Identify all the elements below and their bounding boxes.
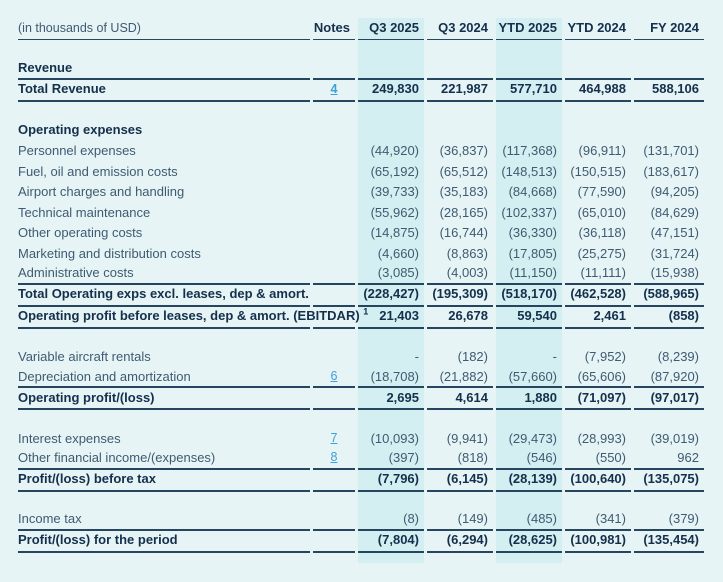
spacer-cell (18, 102, 310, 121)
row-label (18, 141, 310, 162)
spacer-cell (496, 102, 562, 121)
spacer-cell (358, 553, 424, 563)
cell-fy-2024: (31,724) (650, 245, 699, 261)
row-label-text: Administrative costs (18, 265, 134, 281)
spacer-row (18, 40, 704, 59)
cell-q3-2024: (6,294) (427, 531, 493, 553)
row-label-text: Other financial income/(expenses) (18, 450, 216, 466)
cell-ytd-2025: (102,337) (501, 204, 557, 220)
row-label (18, 470, 310, 492)
row-label (18, 368, 310, 389)
spacer-cell (634, 553, 704, 563)
cell-q3-2024: (35,183) (439, 184, 488, 200)
note-cell (313, 449, 355, 470)
cell-q3-2025: (18,708) (358, 368, 424, 389)
cell-ytd-2024: (550) (565, 449, 631, 470)
cell-q3-2025: (55,962) (370, 204, 419, 220)
cell-fy-2024: (97,017) (634, 388, 704, 410)
spacer-cell (565, 329, 631, 348)
row-label-text: Total Operating exps excl. leases, dep & amort. (18, 286, 309, 302)
table-row (18, 80, 704, 102)
cell-q3-2025: (39,733) (370, 184, 419, 200)
cell-ytd-2024: (71,097) (565, 388, 631, 410)
spacer-cell (634, 492, 704, 511)
note-cell (313, 80, 355, 102)
table-row (18, 307, 704, 329)
row-label (18, 80, 310, 102)
cell-ytd-2024: (96,911) (578, 143, 626, 159)
spacer-row (18, 410, 704, 429)
note-cell (313, 347, 355, 368)
cell-ytd-2024: (65,606) (565, 368, 631, 389)
cell-ytd-2025 (496, 120, 562, 141)
row-label (18, 388, 310, 410)
note-cell (313, 141, 355, 162)
cell-fy-2024: (131,701) (643, 143, 699, 159)
cell-ytd-2024: (150,515) (570, 163, 626, 179)
cell-q3-2024: (149) (427, 510, 493, 531)
cell-ytd-2025: 577,710 (496, 80, 562, 102)
cell-ytd-2025: (36,330) (508, 225, 557, 241)
row-label (18, 244, 310, 265)
cell-fy-2024: (8,239) (657, 349, 699, 365)
spacer-cell (496, 410, 562, 429)
table-row (18, 182, 704, 203)
cell-q3-2025: 2,695 (358, 388, 424, 410)
cell-ytd-2024: 464,988 (565, 80, 631, 102)
cell-fy-2024: (183,617) (643, 163, 699, 179)
unit-label: (in thousands of USD) (18, 18, 310, 40)
note-cell (313, 120, 355, 141)
table-row (18, 510, 704, 531)
cell-q3-2024 (427, 120, 493, 141)
table-row (18, 368, 704, 389)
row-label-text: Revenue (18, 59, 73, 75)
row-label-text: Profit/(loss) before tax (18, 471, 156, 487)
spacer-cell (634, 410, 704, 429)
row-label-text: Operating profit before leases, dep & amort. (EBITDAR) (18, 308, 360, 324)
cell-fy-2024: (87,920) (634, 368, 704, 389)
column-header-fy-2024: FY 2024 (634, 18, 704, 40)
cell-ytd-2025: (485) (496, 510, 562, 531)
cell-fy-2024: (135,075) (634, 470, 704, 492)
cell-ytd-2024: (341) (565, 510, 631, 531)
cell-ytd-2024: (28,993) (577, 430, 626, 446)
spacer-cell (565, 40, 631, 59)
cell-ytd-2025: (518,170) (496, 285, 562, 307)
cell-ytd-2024: (65,010) (577, 204, 626, 220)
spacer-cell (358, 410, 424, 429)
spacer-cell (565, 102, 631, 121)
table-row (18, 203, 704, 224)
note-cell (313, 285, 355, 307)
table-row (18, 429, 704, 450)
spacer-cell (358, 329, 424, 348)
cell-ytd-2024: (462,528) (565, 285, 631, 307)
cell-ytd-2025: (29,473) (508, 430, 557, 446)
spacer-cell (634, 40, 704, 59)
cell-q3-2024: (182) (457, 349, 488, 365)
note-link[interactable]: 7 (330, 430, 338, 445)
note-cell (313, 510, 355, 531)
spacer-cell (313, 410, 355, 429)
table-row (18, 347, 704, 368)
cell-ytd-2025: (57,660) (496, 368, 562, 389)
row-label-text: Airport charges and handling (18, 184, 185, 200)
cell-q3-2025: (65,192) (370, 163, 419, 179)
row-label-text: Technical maintenance (18, 204, 151, 220)
row-label-text: Operating profit/(loss) (18, 389, 155, 405)
cell-q3-2025: 249,830 (358, 80, 424, 102)
cell-ytd-2024 (565, 120, 631, 141)
cell-q3-2024: (4,003) (427, 264, 493, 285)
note-link[interactable]: 4 (330, 81, 338, 96)
row-label-text: Total Revenue (18, 81, 106, 97)
cell-ytd-2024: (77,590) (577, 184, 626, 200)
spacer-cell (18, 40, 310, 59)
column-header-ytd-2024: YTD 2024 (565, 18, 631, 40)
cell-ytd-2024: (36,118) (578, 225, 626, 241)
cell-ytd-2024: (7,952) (584, 349, 626, 365)
cell-ytd-2024: 2,461 (565, 307, 631, 329)
spacer-cell (427, 329, 493, 348)
cell-q3-2024: 4,614 (427, 388, 493, 410)
spacer-cell (565, 410, 631, 429)
table-row (18, 449, 704, 470)
row-label (18, 162, 310, 183)
row-label-text: Income tax (18, 511, 82, 527)
row-label (18, 203, 310, 224)
spacer-cell (496, 40, 562, 59)
spacer-cell (18, 553, 310, 563)
note-cell (313, 368, 355, 389)
spacer-cell (496, 329, 562, 348)
column-header-notes: Notes (313, 18, 355, 40)
spacer-cell (634, 329, 704, 348)
cell-ytd-2025 (496, 59, 562, 80)
table-row (18, 141, 704, 162)
cell-ytd-2024: (100,640) (565, 470, 631, 492)
cell-ytd-2025: 1,880 (496, 388, 562, 410)
row-label-text: Variable aircraft rentals (18, 349, 151, 365)
row-label-text: Operating expenses (18, 122, 143, 138)
row-label (18, 347, 310, 368)
cell-fy-2024: (15,938) (634, 264, 704, 285)
table-row (18, 244, 704, 265)
cell-q3-2025: (14,875) (370, 225, 419, 241)
note-cell (313, 531, 355, 553)
cell-ytd-2025: 59,540 (496, 307, 562, 329)
cell-q3-2025: (397) (358, 449, 424, 470)
row-label (18, 510, 310, 531)
cell-fy-2024: 962 (634, 449, 704, 470)
spacer-cell (427, 492, 493, 511)
cell-ytd-2025: (17,805) (508, 245, 557, 261)
spacer-cell (313, 492, 355, 511)
cell-fy-2024: (858) (634, 307, 704, 329)
spacer-cell (496, 553, 562, 563)
spacer-row (18, 102, 704, 121)
note-link[interactable]: 8 (330, 450, 338, 465)
table-row (18, 120, 704, 141)
row-label-text: Marketing and distribution costs (18, 245, 201, 261)
note-cell (313, 203, 355, 224)
table-row (18, 162, 704, 183)
cell-q3-2024: (65,512) (439, 163, 488, 179)
cell-ytd-2024: (25,275) (577, 245, 626, 261)
cell-fy-2024: (379) (634, 510, 704, 531)
row-label (18, 285, 310, 307)
table-row (18, 59, 704, 80)
spacer-cell (634, 102, 704, 121)
cell-q3-2025: (4,660) (377, 245, 419, 261)
spacer-cell (18, 410, 310, 429)
spacer-cell (18, 329, 310, 348)
row-label (18, 264, 310, 285)
cell-ytd-2025: (84,668) (508, 184, 557, 200)
cell-q3-2024: 26,678 (427, 307, 493, 329)
cell-q3-2024: (818) (427, 449, 493, 470)
cell-ytd-2024: (100,981) (565, 531, 631, 553)
row-label-text: Depreciation and amortization (18, 368, 191, 384)
cell-ytd-2025: - (552, 349, 557, 365)
spacer-cell (358, 102, 424, 121)
header-row (18, 18, 704, 40)
spacer-cell (313, 553, 355, 563)
note-link[interactable]: 6 (330, 368, 338, 383)
spacer-row (18, 553, 704, 563)
note-cell (313, 223, 355, 244)
cell-ytd-2025: (11,150) (496, 264, 562, 285)
cell-q3-2025: (3,085) (358, 264, 424, 285)
spacer-cell (565, 553, 631, 563)
cell-q3-2025 (358, 59, 424, 80)
cell-q3-2024: (28,165) (439, 204, 488, 220)
row-label (18, 429, 310, 450)
row-label-text: Fuel, oil and emission costs (18, 163, 178, 179)
row-label-text: Personnel expenses (18, 143, 136, 159)
spacer-cell (565, 492, 631, 511)
row-label (18, 59, 310, 80)
cell-fy-2024: (39,019) (650, 430, 699, 446)
note-cell (313, 244, 355, 265)
cell-q3-2025: - (414, 349, 419, 365)
spacer-cell (313, 102, 355, 121)
cell-q3-2024: 221,987 (427, 80, 493, 102)
note-cell (313, 59, 355, 80)
cell-q3-2024: (21,882) (427, 368, 493, 389)
row-label (18, 120, 310, 141)
cell-ytd-2025: (28,625) (496, 531, 562, 553)
cell-q3-2024: (6,145) (427, 470, 493, 492)
cell-fy-2024: (84,629) (650, 204, 699, 220)
spacer-cell (18, 492, 310, 511)
table-row (18, 388, 704, 410)
table-row (18, 223, 704, 244)
note-cell (313, 470, 355, 492)
table-row (18, 531, 704, 553)
row-label (18, 531, 310, 553)
cell-q3-2025: (10,093) (370, 430, 419, 446)
table-row (18, 264, 704, 285)
spacer-cell (427, 410, 493, 429)
cell-q3-2024: (8,863) (446, 245, 488, 261)
cell-q3-2025: (7,804) (358, 531, 424, 553)
cell-q3-2024: (36,837) (439, 143, 488, 159)
cell-q3-2025: (8) (358, 510, 424, 531)
column-header-q3-2025: Q3 2025 (358, 18, 424, 40)
cell-fy-2024: (588,965) (634, 285, 704, 307)
cell-q3-2025: (44,920) (370, 143, 419, 159)
spacer-cell (427, 102, 493, 121)
table-row (18, 285, 704, 307)
spacer-cell (427, 553, 493, 563)
cell-ytd-2025: (117,368) (502, 143, 557, 159)
cell-ytd-2025: (148,513) (501, 163, 557, 179)
cell-q3-2025: (228,427) (358, 285, 424, 307)
spacer-cell (313, 40, 355, 59)
cell-fy-2024 (634, 120, 704, 141)
spacer-row (18, 329, 704, 348)
spacer-cell (496, 492, 562, 511)
cell-ytd-2025: (28,139) (496, 470, 562, 492)
row-label (18, 449, 310, 470)
cell-fy-2024: (94,205) (650, 184, 699, 200)
note-cell (313, 388, 355, 410)
spacer-cell (427, 40, 493, 59)
cell-q3-2024 (427, 59, 493, 80)
row-label-text: Profit/(loss) for the period (18, 532, 178, 548)
cell-q3-2024: (195,309) (427, 285, 493, 307)
footnote-marker: 1 (363, 307, 369, 318)
cell-fy-2024 (634, 59, 704, 80)
column-header-q3-2024: Q3 2024 (427, 18, 493, 40)
cell-q3-2025: (7,796) (358, 470, 424, 492)
cell-q3-2025 (358, 120, 424, 141)
note-cell (313, 264, 355, 285)
cell-fy-2024: (135,454) (634, 531, 704, 553)
row-label (18, 223, 310, 244)
row-label-text: Other operating costs (18, 225, 143, 241)
note-cell (313, 162, 355, 183)
cell-ytd-2025: (546) (496, 449, 562, 470)
cell-fy-2024: 588,106 (634, 80, 704, 102)
row-label (18, 182, 310, 203)
spacer-cell (358, 492, 424, 511)
spacer-cell (313, 329, 355, 348)
row-label-text: Interest expenses (18, 430, 121, 446)
income-statement-table (15, 18, 707, 563)
cell-q3-2024: (9,941) (446, 430, 488, 446)
cell-ytd-2024 (565, 59, 631, 80)
table-row (18, 470, 704, 492)
note-cell (313, 182, 355, 203)
column-header-ytd-2025: YTD 2025 (496, 18, 562, 40)
cell-ytd-2024: (11,111) (565, 264, 631, 285)
cell-q3-2024: (16,744) (439, 225, 488, 241)
spacer-cell (358, 40, 424, 59)
row-label (18, 307, 369, 329)
cell-q3-2025: 21,403 (358, 307, 424, 329)
note-cell (313, 429, 355, 450)
spacer-row (18, 492, 704, 511)
cell-fy-2024: (47,151) (650, 225, 699, 241)
